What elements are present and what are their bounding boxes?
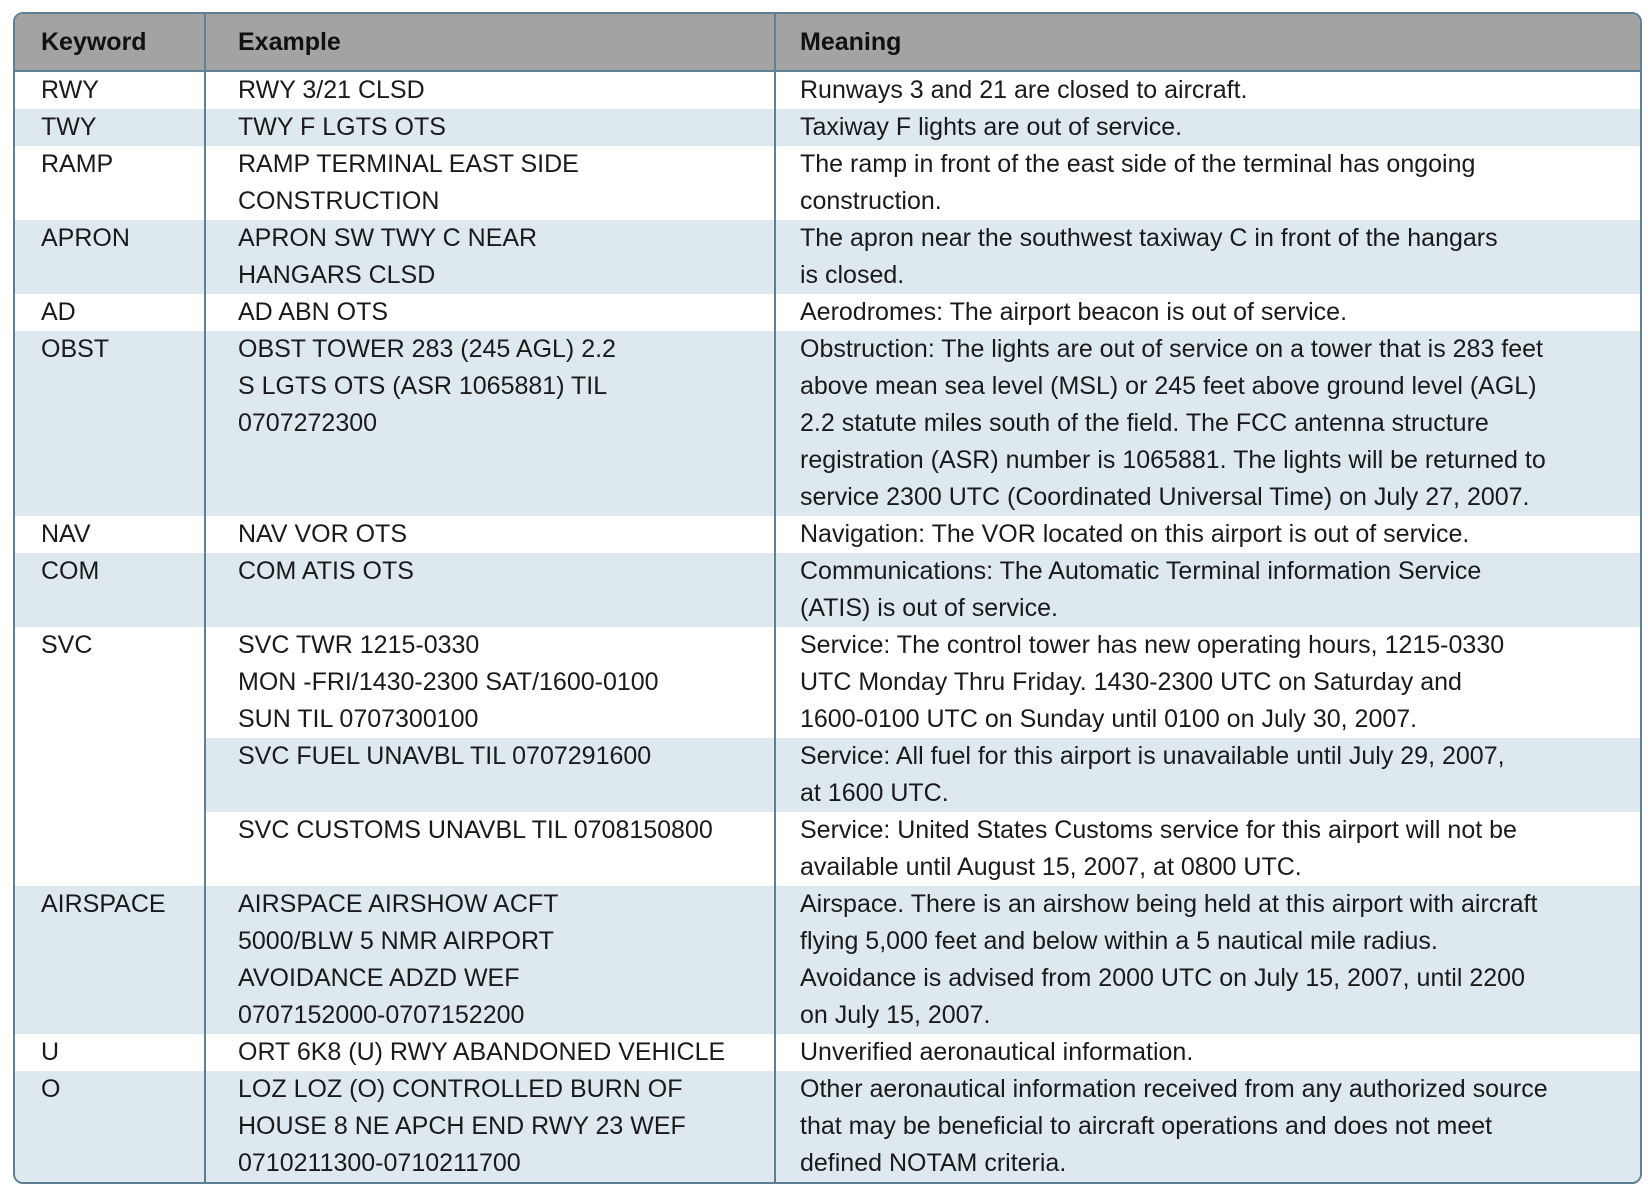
table-row bbox=[15, 71, 1640, 109]
table-row bbox=[15, 294, 1640, 331]
keyword-cell bbox=[15, 812, 205, 886]
keyword-cell: NAV bbox=[15, 516, 205, 553]
example-cell: AIRSPACE AIRSHOW ACFT 5000/BLW 5 NMR AIRPORT AVOIDANCE ADZD WEF 0707152000-0707152200 bbox=[205, 886, 775, 1034]
meaning-cell: The apron near the southwest taxiway C in front of the hangars is closed. bbox=[775, 220, 1640, 294]
table-row bbox=[15, 738, 1640, 812]
example-cell: SVC FUEL UNAVBL TIL 0707291600 bbox=[205, 738, 775, 812]
example-cell: SVC TWR 1215-0330 MON -FRI/1430-2300 SAT/1600-0100 SUN TIL 0707300100 bbox=[205, 627, 775, 738]
table-row bbox=[15, 886, 1640, 1034]
table-row bbox=[15, 1071, 1640, 1182]
keyword-cell: RWY bbox=[15, 71, 205, 109]
table-row bbox=[15, 146, 1640, 220]
notam-keyword-table bbox=[15, 14, 1640, 1182]
notam-keyword-table-container bbox=[13, 12, 1642, 1184]
table-row bbox=[15, 553, 1640, 627]
table-row bbox=[15, 109, 1640, 146]
meaning-cell: Airspace. There is an airshow being held at this airport with aircraft flying 5,000 feet and below within a 5 nautical mile radius. Avoidance is advised from 2000 UTC on July 15, 2007, until 2200 on July 15, 2007. bbox=[775, 886, 1640, 1034]
meaning-cell: Taxiway F lights are out of service. bbox=[775, 109, 1640, 146]
table-row bbox=[15, 220, 1640, 294]
meaning-cell: Service: The control tower has new operating hours, 1215-0330 UTC Monday Thru Friday. 1430-2300 UTC on Saturday and 1600-0100 UTC on Sunday until 0100 on July 30, 2007. bbox=[775, 627, 1640, 738]
example-cell: LOZ LOZ (O) CONTROLLED BURN OF HOUSE 8 NE APCH END RWY 23 WEF 0710211300-0710211700 bbox=[205, 1071, 775, 1182]
keyword-cell: APRON bbox=[15, 220, 205, 294]
keyword-cell: TWY bbox=[15, 109, 205, 146]
example-cell: SVC CUSTOMS UNAVBL TIL 0708150800 bbox=[205, 812, 775, 886]
keyword-cell: O bbox=[15, 1071, 205, 1182]
meaning-cell: Runways 3 and 21 are closed to aircraft. bbox=[775, 71, 1640, 109]
table-row bbox=[15, 1034, 1640, 1071]
keyword-cell: U bbox=[15, 1034, 205, 1071]
meaning-cell: Aerodromes: The airport beacon is out of service. bbox=[775, 294, 1640, 331]
example-cell: AD ABN OTS bbox=[205, 294, 775, 331]
header-row bbox=[15, 14, 1640, 71]
keyword-cell: AD bbox=[15, 294, 205, 331]
example-cell: NAV VOR OTS bbox=[205, 516, 775, 553]
example-cell: RAMP TERMINAL EAST SIDE CONSTRUCTION bbox=[205, 146, 775, 220]
table-row bbox=[15, 627, 1640, 738]
table-row bbox=[15, 812, 1640, 886]
table-row bbox=[15, 516, 1640, 553]
meaning-cell: Communications: The Automatic Terminal information Service (ATIS) is out of service. bbox=[775, 553, 1640, 627]
keyword-cell bbox=[15, 738, 205, 812]
header-keyword: Keyword bbox=[15, 14, 205, 71]
example-cell: COM ATIS OTS bbox=[205, 553, 775, 627]
example-cell: OBST TOWER 283 (245 AGL) 2.2 S LGTS OTS (ASR 1065881) TIL 0707272300 bbox=[205, 331, 775, 516]
keyword-cell: RAMP bbox=[15, 146, 205, 220]
table-header bbox=[15, 14, 1640, 71]
example-cell: ORT 6K8 (U) RWY ABANDONED VEHICLE bbox=[205, 1034, 775, 1071]
table-body bbox=[15, 71, 1640, 1182]
example-cell: TWY F LGTS OTS bbox=[205, 109, 775, 146]
table-row bbox=[15, 331, 1640, 516]
example-cell: APRON SW TWY C NEAR HANGARS CLSD bbox=[205, 220, 775, 294]
keyword-cell: SVC bbox=[15, 627, 205, 738]
meaning-cell: Other aeronautical information received from any authorized source that may be beneficial to aircraft operations and does not meet defined NOTAM criteria. bbox=[775, 1071, 1640, 1182]
meaning-cell: Navigation: The VOR located on this airport is out of service. bbox=[775, 516, 1640, 553]
meaning-cell: The ramp in front of the east side of the terminal has ongoing construction. bbox=[775, 146, 1640, 220]
meaning-cell: Service: All fuel for this airport is unavailable until July 29, 2007, at 1600 UTC. bbox=[775, 738, 1640, 812]
example-cell: RWY 3/21 CLSD bbox=[205, 71, 775, 109]
keyword-cell: OBST bbox=[15, 331, 205, 516]
keyword-cell: COM bbox=[15, 553, 205, 627]
meaning-cell: Service: United States Customs service for this airport will not be available until August 15, 2007, at 0800 UTC. bbox=[775, 812, 1640, 886]
meaning-cell: Obstruction: The lights are out of service on a tower that is 283 feet above mean sea level (MSL) or 245 feet above ground level (AGL) 2.2 statute miles south of the field. The FCC antenna structure registration (ASR) number is 1065881. The lights will be returned to service 2300 UTC (Coordinated Universal Time) on July 27, 2007. bbox=[775, 331, 1640, 516]
header-example: Example bbox=[205, 14, 775, 71]
meaning-cell: Unverified aeronautical information. bbox=[775, 1034, 1640, 1071]
header-meaning: Meaning bbox=[775, 14, 1640, 71]
keyword-cell: AIRSPACE bbox=[15, 886, 205, 1034]
